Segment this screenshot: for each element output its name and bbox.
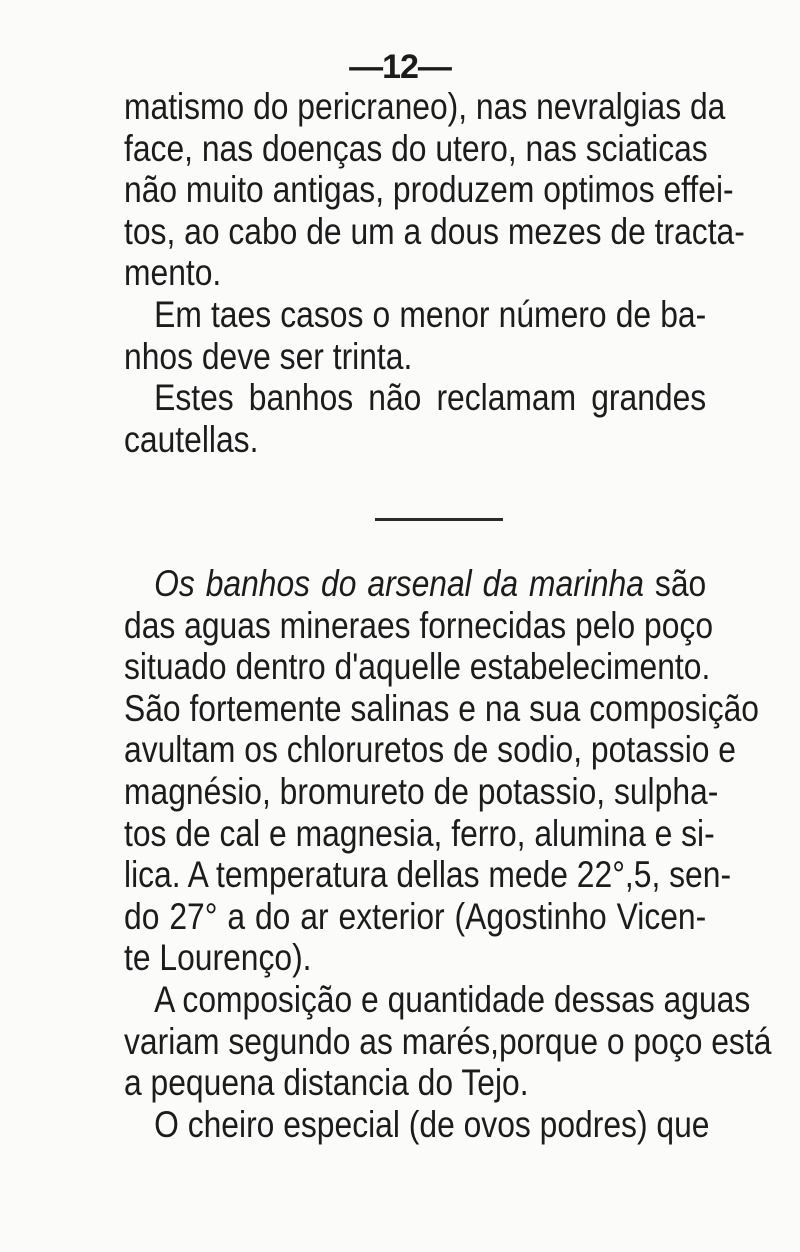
text-line: lica. A temperatura dellas mede 22°,5, sen- [124, 854, 732, 896]
text-line: não muito antigas, produzem optimos effei- [124, 169, 734, 211]
text-line: A composição e quantidade dessas aguas [154, 978, 751, 1020]
text-line: a pequena distancia do Tejo. [124, 1062, 529, 1104]
text-line: tos, ao cabo de um a dous mezes de tracta- [124, 210, 745, 252]
text-line: te Lourenço). [124, 937, 312, 979]
page-number: —12— [349, 48, 451, 86]
text-line: Em taes casos o menor número de ba- [154, 293, 707, 335]
text-line: variam segundo as marés,porque o poço está [124, 1020, 772, 1062]
section-divider [375, 518, 503, 521]
paragraph-block-2 [124, 563, 772, 1145]
text-line: O cheiro especial (de ovos podres) que [154, 1103, 710, 1145]
text-line: situado dentro d'aquelle estabelecimento. [124, 646, 711, 688]
text-line: das aguas mineraes fornecidas pelo poço [124, 604, 714, 646]
text-line: São fortemente salinas e na sua composição [124, 687, 760, 729]
text-line: magnésio, bromureto de potassio, sulpha- [124, 770, 719, 812]
text-line: avultam os chloruretos de sodio, potassio e [124, 729, 736, 771]
text-line: mento. [124, 252, 222, 294]
text-line: Estes banhos não reclamam grandes [154, 377, 707, 419]
paragraph-block-1 [124, 86, 745, 460]
text-line: do 27° a do ar exterior (Agostinho Vicen- [124, 895, 707, 937]
text-line: face, nas doenças do utero, nas sciaticas [124, 127, 708, 169]
text-line: matismo do pericraneo), nas nevralgias da [124, 86, 726, 127]
text-line: cautellas. [124, 418, 259, 460]
italic-title: Os banhos do arsenal da marinha [154, 563, 644, 604]
lead-rest: são [643, 563, 707, 604]
text-line: nhos deve ser trinta. [124, 335, 413, 377]
text-line-lead [124, 563, 706, 605]
text-line: tos de cal e magnesia, ferro, alumina e si- [124, 812, 715, 854]
